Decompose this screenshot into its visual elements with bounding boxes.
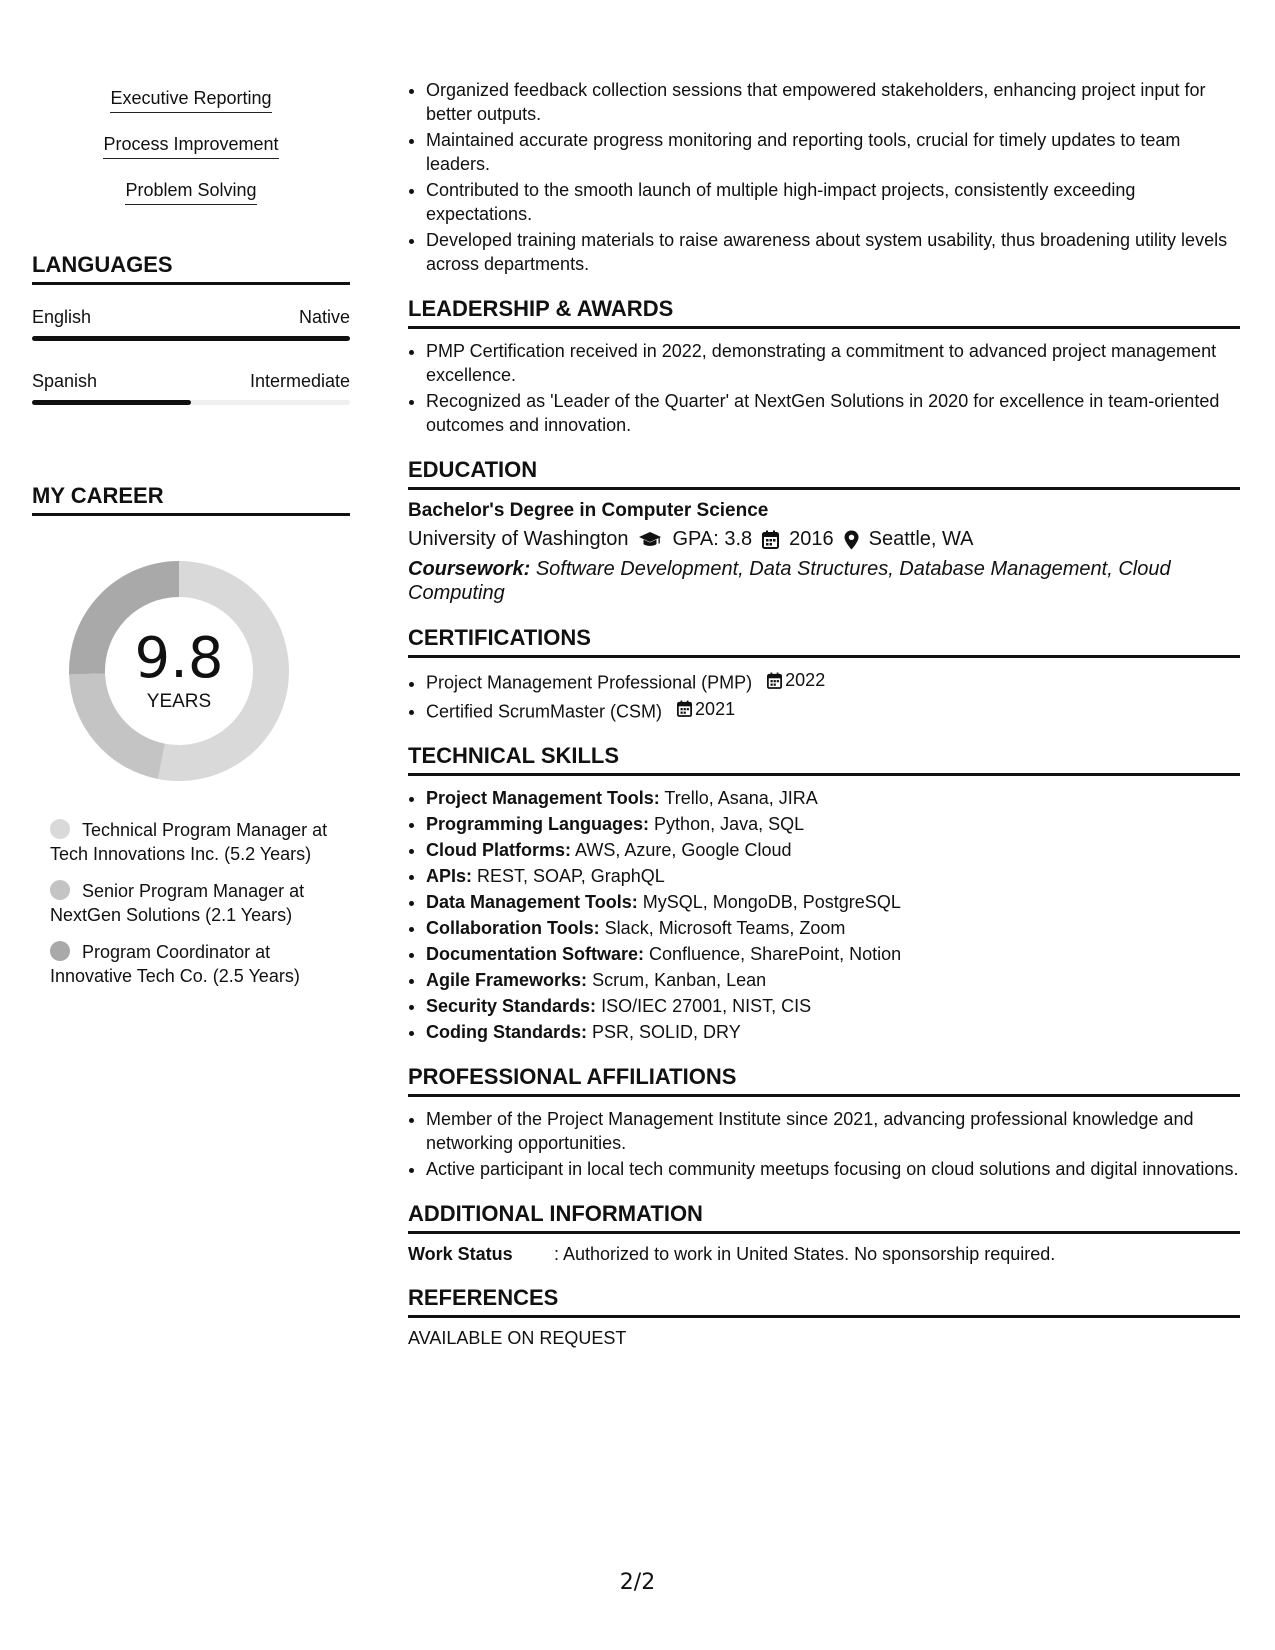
affiliation-item: • Member of the Project Management Institute since 2021, advancing professional knowledge and networking opportunities. xyxy=(426,1107,1240,1155)
technical-skills-heading: TECHNICAL SKILLS xyxy=(408,743,1240,776)
technical-skill-item xyxy=(426,812,1240,836)
skill-item: Executive Reporting xyxy=(110,88,271,113)
certification-year: 2022 xyxy=(785,670,826,690)
career-legend-item xyxy=(50,940,350,988)
legend-dot xyxy=(50,941,70,961)
calendar-icon xyxy=(762,530,779,549)
technical-skill-label: Cloud Platforms: xyxy=(426,840,572,860)
language-bar xyxy=(32,336,350,341)
technical-skill-value: Python, Java, SQL xyxy=(654,814,805,834)
certification-item xyxy=(426,668,1240,695)
sidebar xyxy=(32,78,350,1001)
education-heading: EDUCATION xyxy=(408,457,1240,490)
language-item xyxy=(32,307,350,341)
additional-info-section xyxy=(408,1201,1240,1265)
technical-skill-value: Scrum, Kanban, Lean xyxy=(592,970,767,990)
references-text: AVAILABLE ON REQUEST xyxy=(408,1328,627,1348)
technical-skill-item xyxy=(426,916,1240,940)
technical-skill-item xyxy=(426,864,1240,888)
experience-bullet: • Developed training materials to raise awareness about system usability, thus broadening utility levels across departments. xyxy=(426,228,1240,276)
technical-skill-value: MySQL, MongoDB, PostgreSQL xyxy=(642,892,901,912)
languages-section xyxy=(32,252,350,405)
skills-list xyxy=(32,78,350,216)
language-bar-fill xyxy=(32,400,191,405)
coursework-list: Software Development, Data Structures, Database Management, Cloud Computing xyxy=(408,558,1171,604)
technical-skill-item xyxy=(426,1020,1240,1044)
experience-bullets xyxy=(408,78,1240,276)
certifications-heading: CERTIFICATIONS xyxy=(408,625,1240,658)
legend-label: Technical Program Manager at Tech Innovations Inc. (5.2 Years) xyxy=(50,820,328,864)
technical-skill-value: Trello, Asana, JIRA xyxy=(664,788,818,808)
technical-skill-label: Collaboration Tools: xyxy=(426,918,600,938)
career-donut-chart xyxy=(66,558,292,784)
leadership-item: • Recognized as 'Leader of the Quarter' at NextGen Solutions in 2020 for excellence in team-oriented outcomes and innovation. xyxy=(426,389,1240,437)
career-legend-item xyxy=(50,818,350,866)
school-name: University of Washington xyxy=(408,528,629,550)
graduation-year: 2016 xyxy=(789,528,834,550)
certifications-section xyxy=(408,625,1240,723)
language-item xyxy=(32,371,350,405)
legend-label: Program Coordinator at Innovative Tech Co. (2.5 Years) xyxy=(50,942,300,986)
career-legend-item xyxy=(50,879,350,927)
coursework xyxy=(408,557,1240,605)
references-section xyxy=(408,1285,1240,1349)
affiliation-item: • Active participant in local tech community meetups focusing on cloud solutions and digital innovations. xyxy=(426,1157,1240,1181)
career-total-unit: YEARS xyxy=(146,691,212,712)
technical-skill-item xyxy=(426,994,1240,1018)
page-number: 2/2 xyxy=(619,1570,656,1595)
career-section xyxy=(32,483,350,988)
technical-skill-value: PSR, SOLID, DRY xyxy=(592,1022,741,1042)
experience-bullet: • Contributed to the smooth launch of multiple high-impact projects, consistently exceeding expectations. xyxy=(426,178,1240,226)
certification-name: Certified ScrumMaster (CSM) xyxy=(426,701,663,721)
work-status-value: : Authorized to work in United States. No sponsorship required. xyxy=(554,1244,1056,1264)
leadership-item: • PMP Certification received in 2022, demonstrating a commitment to advanced project management excellence. xyxy=(426,339,1240,387)
language-bar xyxy=(32,400,350,405)
career-heading: MY CAREER xyxy=(32,483,350,516)
education-details xyxy=(408,528,1240,551)
coursework-label: Coursework: xyxy=(408,558,531,580)
technical-skill-value: Slack, Microsoft Teams, Zoom xyxy=(604,918,846,938)
technical-skill-value: AWS, Azure, Google Cloud xyxy=(575,840,792,860)
legend-dot xyxy=(50,880,70,900)
work-status-row xyxy=(408,1244,1240,1265)
technical-skill-label: Data Management Tools: xyxy=(426,892,638,912)
certification-year: 2021 xyxy=(695,698,736,719)
experience-bullet: • Organized feedback collection sessions that empowered stakeholders, enhancing project input for better outputs. xyxy=(426,78,1240,126)
certification-item xyxy=(426,697,1240,724)
gpa: GPA: 3.8 xyxy=(672,528,753,550)
leadership-heading: LEADERSHIP & AWARDS xyxy=(408,296,1240,329)
technical-skill-value: Confluence, SharePoint, Notion xyxy=(649,944,902,964)
technical-skill-item xyxy=(426,968,1240,992)
references-heading: REFERENCES xyxy=(408,1285,1240,1318)
leadership-section xyxy=(408,296,1240,437)
technical-skills-section xyxy=(408,743,1240,1044)
legend-dot xyxy=(50,819,70,839)
language-level: Intermediate xyxy=(249,371,350,391)
graduation-cap-icon xyxy=(638,531,662,549)
additional-info-heading: ADDITIONAL INFORMATION xyxy=(408,1201,1240,1234)
education-section xyxy=(408,457,1240,605)
career-total-years: 9.8 xyxy=(134,626,224,691)
legend-label: Senior Program Manager at NextGen Solutions (2.1 Years) xyxy=(50,881,305,925)
technical-skill-item xyxy=(426,786,1240,810)
affiliations-section xyxy=(408,1064,1240,1181)
certification-name: Project Management Professional (PMP) xyxy=(426,672,753,693)
language-bar-fill xyxy=(32,336,350,341)
language-level: Native xyxy=(298,307,350,327)
technical-skill-label: APIs: xyxy=(426,866,473,886)
technical-skill-label: Security Standards: xyxy=(426,996,597,1016)
career-legend xyxy=(50,818,350,988)
skill-item: Problem Solving xyxy=(125,180,256,205)
technical-skills-list xyxy=(408,786,1240,1044)
map-pin-icon xyxy=(844,530,859,550)
technical-skill-label: Project Management Tools: xyxy=(426,788,660,808)
technical-skill-label: Agile Frameworks: xyxy=(426,970,588,990)
calendar-icon xyxy=(767,672,782,689)
technical-skill-value: ISO/IEC 27001, NIST, CIS xyxy=(601,996,812,1016)
technical-skill-label: Programming Languages: xyxy=(426,814,650,834)
technical-skill-value: REST, SOAP, GraphQL xyxy=(477,866,665,886)
work-status-label: Work Status xyxy=(408,1244,513,1264)
main-content xyxy=(408,78,1240,1349)
school-location: Seattle, WA xyxy=(868,528,974,550)
experience-bullet: • Maintained accurate progress monitoring and reporting tools, crucial for timely updates to team leaders. xyxy=(426,128,1240,176)
technical-skill-label: Documentation Software: xyxy=(426,944,645,964)
language-name: Spanish xyxy=(32,371,98,391)
degree-title: Bachelor's Degree in Computer Science xyxy=(408,500,769,521)
language-name: English xyxy=(32,307,92,327)
technical-skill-item xyxy=(426,942,1240,966)
skill-item: Process Improvement xyxy=(103,134,278,159)
technical-skill-label: Coding Standards: xyxy=(426,1022,587,1042)
affiliations-heading: PROFESSIONAL AFFILIATIONS xyxy=(408,1064,1240,1097)
languages-heading: LANGUAGES xyxy=(32,252,350,285)
technical-skill-item xyxy=(426,838,1240,862)
calendar-icon xyxy=(677,700,692,717)
technical-skill-item xyxy=(426,890,1240,914)
